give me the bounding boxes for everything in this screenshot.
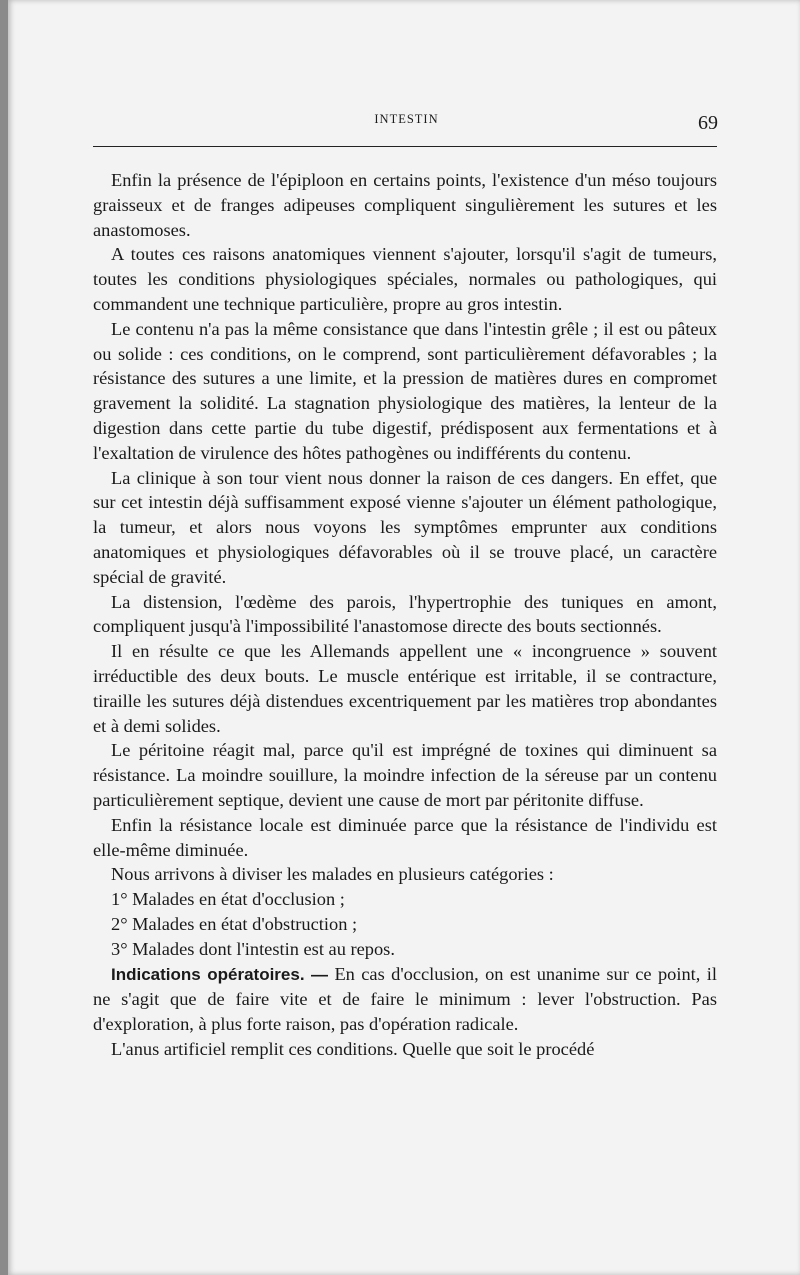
paragraph: La clinique à son tour vient nous donner la raison de ces dangers. En effet, que sur cet intestin déjà suffisamment exposé vienne s'ajouter un élément pathologique, la tumeur, et alors nous voyons les symptômes emprunter aux conditions anatomiques et physiologiques défavorables où il se trouve placé, un caractère spécial de gravité.	[93, 467, 717, 587]
paragraph: La distension, l'œdème des parois, l'hypertrophie des tuniques en amont, compliquent jusqu'à l'impossibilité l'anastomose directe des bouts sectionnés.	[93, 591, 717, 637]
paragraph: Nous arrivons à diviser les malades en plusieurs catégories :	[111, 864, 554, 885]
body-text	[93, 168, 717, 1062]
paragraph: Il en résulte ce que les Allemands appellent une « incongruence » souvent irréductible des deux bouts. Le muscle entérique est irritable, il se contracture, tiraille les sutures déjà distendues excentriquement par les matières trop abondantes et à demi solides.	[93, 641, 717, 736]
indications-heading: Indications opératoires. —	[111, 964, 329, 984]
paragraph: A toutes ces raisons anatomiques viennent s'ajouter, lorsqu'il s'agit de tumeurs, toutes les conditions physiologiques spéciales, normales ou pathologiques, qui commandent une technique particulière, propre au gros intestin.	[93, 244, 717, 314]
page-number: 69	[698, 112, 718, 134]
category-item: 3° Malades dont l'intestin est au repos.	[111, 938, 395, 959]
indications-paragraph	[93, 962, 717, 1037]
indications-text: En cas d'occlusion, on est unanime sur ce point, il ne s'agit que de faire vite et de faire le minimum : lever l'obstruction. Pas d'exploration, à plus forte raison, pas d'opération radicale.	[93, 963, 717, 1035]
paragraph: Le contenu n'a pas la même consistance que dans l'intestin grêle ; il est ou pâteux ou solide : ces conditions, on le comprend, sont particulièrement défavorables ; la résistance des sutures a une limite, et la pression de matières dures en compromet gravement la solidité. La stagnation physiologique des matières, la lenteur de la digestion dans cette partie du tube digestif, prédisposent aux fermentations et à l'exaltation de virulence des hôtes pathogènes ou indifférents du contenu.	[93, 318, 717, 463]
category-item: 1° Malades en état d'occlusion ;	[111, 889, 345, 910]
paragraph: Le péritoine réagit mal, parce qu'il est imprégné de toxines qui diminuent sa résistance. La moindre souillure, la moindre infection de la séreuse par un contenu particulièrement septique, devient une cause de mort par péritonite diffuse.	[93, 740, 717, 810]
category-item: 2° Malades en état d'obstruction ;	[111, 913, 358, 934]
paragraph: Enfin la présence de l'épiploon en certains points, l'existence d'un méso toujours graisseux et de franges adipeuses compliquent singulièrement les sutures et les anastomoses.	[93, 170, 717, 240]
paragraph: Enfin la résistance locale est diminuée parce que la résistance de l'individu est elle-même diminuée.	[93, 814, 717, 860]
book-page	[8, 0, 800, 1275]
header-rule	[93, 146, 717, 147]
paragraph: L'anus artificiel remplit ces conditions. Quelle que soit le procédé	[111, 1038, 595, 1059]
running-head	[95, 112, 718, 142]
running-title: INTESTIN	[374, 112, 439, 126]
